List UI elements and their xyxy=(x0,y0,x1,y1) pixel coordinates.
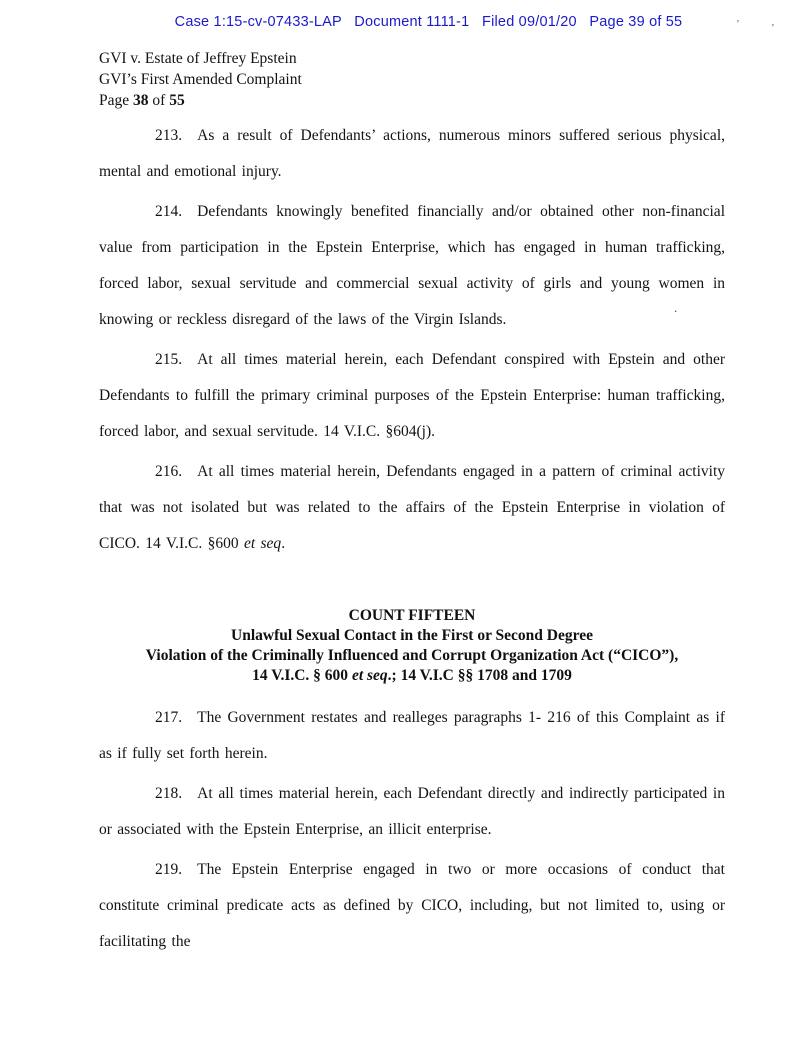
count-heading xyxy=(99,606,725,686)
count-subtitle: Unlawful Sexual Contact in the First or Second Degree xyxy=(231,627,593,644)
page-indicator xyxy=(99,90,302,111)
paragraph-text: At all times material herein, each Defendant conspired with Epstein and other Defendants to fulfill the primary criminal purposes of the Epstein Enterprise: human trafficking, forced labor, and sexual servitude. 14 V.I.C. §604(j). xyxy=(99,351,725,440)
paragraph-219 xyxy=(99,852,725,960)
paragraph-text: The Epstein Enterprise engaged in two or more occasions of conduct that constitute criminal predicate acts as defined by CICO, including, but not limited to, using or facilitating the xyxy=(99,861,725,950)
scan-artifact-mark: ’ xyxy=(771,22,775,34)
citation-pre: 14 V.I.C. § 600 xyxy=(252,667,352,684)
count-citation-line xyxy=(99,666,725,686)
scan-artifact-mark: . xyxy=(674,300,678,315)
count-statute-line: Violation of the Criminally Influenced and Corrupt Organization Act (“CICO”), xyxy=(145,647,679,664)
page-word: Page xyxy=(99,92,130,109)
paragraph-218 xyxy=(99,776,725,848)
paragraph-number: 216. xyxy=(155,463,183,480)
paragraph-215 xyxy=(99,342,725,450)
citation-post: .; 14 V.I.C §§ 1708 and 1709 xyxy=(387,667,572,684)
paragraph-217 xyxy=(99,700,725,772)
ecf-filing-stamp: Case 1:15-cv-07433-LAP Document 1111-1 Filed 09/01/20 Page 39 of 55 xyxy=(174,14,683,30)
paragraph-text: At all times material herein, Defendants engaged in a pattern of criminal activity that was not isolated but was related to the affairs of the Epstein Enterprise in violation of CICO. 14 V.I.C. §600 xyxy=(99,463,725,552)
page-total: 55 xyxy=(169,92,185,109)
of-word: of xyxy=(152,92,166,109)
paragraph-number: 215. xyxy=(155,351,183,368)
paragraph-number: 218. xyxy=(155,785,183,802)
page-number: 38 xyxy=(133,92,149,109)
document-header xyxy=(99,48,302,111)
paragraph-text: As a result of Defendants’ actions, numerous minors suffered serious physical, mental and emotional injury. xyxy=(99,127,725,180)
case-caption: GVI v. Estate of Jeffrey Epstein xyxy=(99,50,297,67)
paragraph-214 xyxy=(99,194,725,338)
paragraph-text: Defendants knowingly benefited financially and/or obtained other non-financial value from participation in the Epstein Enterprise, which has engaged in human trafficking, forced labor, sexual servitude and commercial sexual activity of girls and young women in knowing or reckless disregard of the laws of the Virgin Islands. xyxy=(99,203,725,328)
paragraph-number: 213. xyxy=(155,127,183,144)
paragraph-text-tail: . xyxy=(281,535,286,552)
scan-artifact-mark: ’ xyxy=(736,18,740,30)
paragraph-216 xyxy=(99,454,725,562)
paragraph-213 xyxy=(99,118,725,190)
document-body xyxy=(99,118,725,964)
citation-italic: et seq xyxy=(351,667,388,684)
count-title: COUNT FIFTEEN xyxy=(348,607,476,624)
paragraph-text: At all times material herein, each Defendant directly and indirectly participated in or associated with the Epstein Enterprise, an illicit enterprise. xyxy=(99,785,725,838)
paragraph-number: 214. xyxy=(155,203,183,220)
document-title: GVI’s First Amended Complaint xyxy=(99,71,302,88)
paragraph-number: 219. xyxy=(155,861,183,878)
paragraph-text: The Government restates and realleges paragraphs 1- 216 of this Complaint as if as if fully set forth herein. xyxy=(99,709,725,762)
paragraph-number: 217. xyxy=(155,709,183,726)
paragraph-text-italic: et seq xyxy=(243,535,282,552)
